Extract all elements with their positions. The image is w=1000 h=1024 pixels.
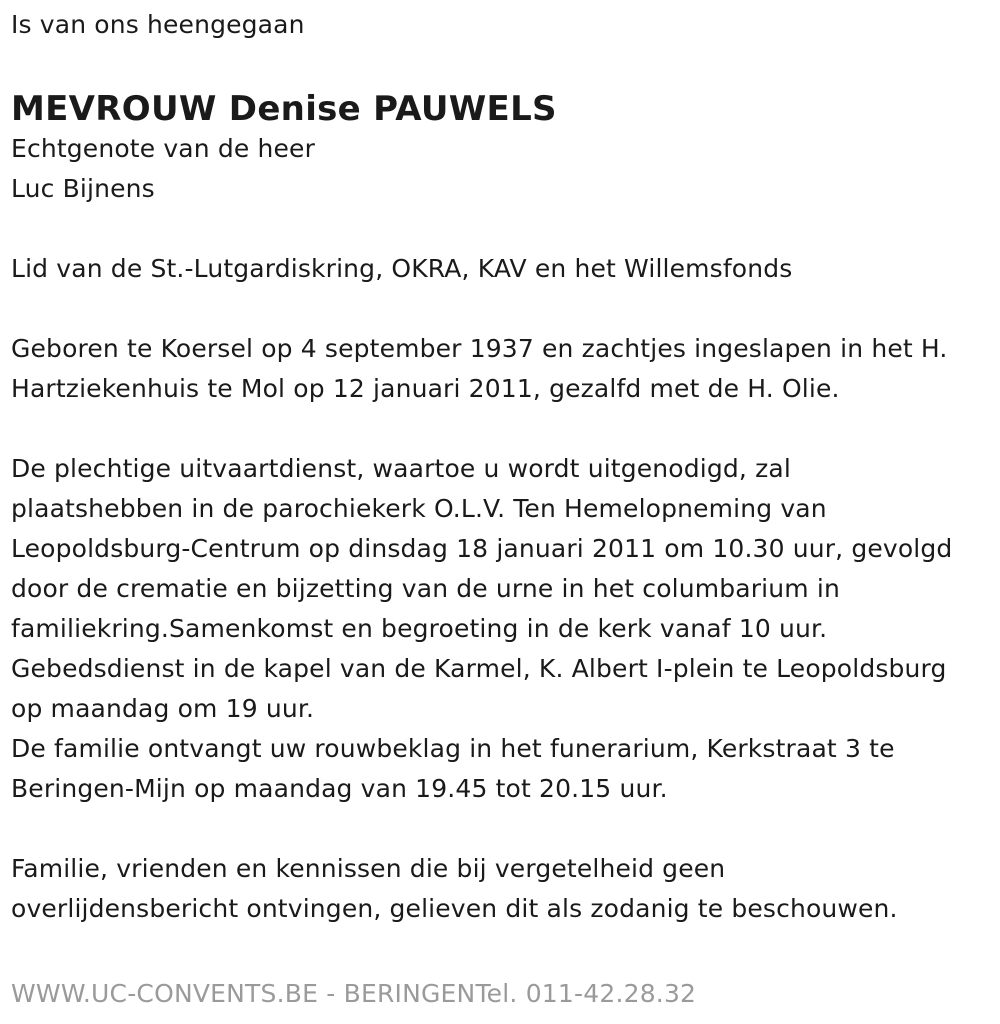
ceremony-line-9: Beringen-Mijn op maandag van 19.45 tot 20.15 uur. (11, 774, 668, 803)
death-notice (11, 0, 996, 929)
ceremony-line-2: plaatshebben in de parochiekerk O.L.V. Ten Hemelopneming van (11, 494, 827, 523)
deceased-name: MEVROUW Denise PAUWELS (11, 89, 557, 129)
ceremony-line-7: op maandag om 19 uur. (11, 694, 315, 723)
ceremony-line-8: De familie ontvangt uw rouwbeklag in het funerarium, Kerkstraat 3 te (11, 734, 895, 763)
ceremony-line-5: familiekring.Samenkomst en begroeting in de kerk vanaf 10 uur. (11, 614, 828, 643)
closing-line-2: overlijdensbericht ontvingen, gelieven dit als zodanig te beschouwen. (11, 894, 898, 923)
birth-death-line-1: Geboren te Koersel op 4 september 1937 en zachtjes ingeslapen in het H. (11, 334, 948, 363)
ceremony-line-3: Leopoldsburg-Centrum op dinsdag 18 januari 2011 om 10.30 uur, gevolgd (11, 534, 953, 563)
ceremony-line-6: Gebedsdienst in de kapel van de Karmel, K. Albert I-plein te Leopoldsburg (11, 654, 947, 683)
spacer (11, 289, 996, 329)
intro-text: Is van ons heengegaan (11, 10, 305, 39)
ceremony-line-1: De plechtige uitvaartdienst, waartoe u wordt uitgenodigd, zal (11, 454, 791, 483)
spouse-line-1: Echtgenote van de heer (11, 134, 315, 163)
spacer (11, 209, 996, 249)
closing-line-1: Familie, vrienden en kennissen die bij vergetelheid geen (11, 854, 726, 883)
footer-contact: WWW.UC-CONVENTS.BE - BERINGENTel. 011-42.28.32 (11, 979, 697, 1008)
spacer (11, 809, 996, 849)
birth-death-line-2: Hartziekenhuis te Mol op 12 januari 2011, gezalfd met de H. Olie. (11, 374, 840, 403)
ceremony-line-4: door de crematie en bijzetting van de urne in het columbarium in (11, 574, 840, 603)
spacer (11, 409, 996, 449)
spouse-line-2: Luc Bijnens (11, 174, 155, 203)
membership-text: Lid van de St.-Lutgardiskring, OKRA, KAV en het Willemsfonds (11, 254, 793, 283)
